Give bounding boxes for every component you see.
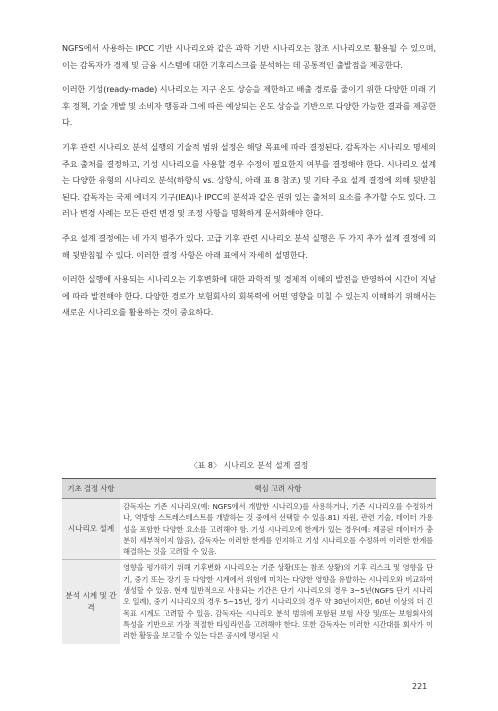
header-basic-decision: 기초 결정 사항 — [62, 479, 120, 499]
paragraph-1: NGFS에서 사용하는 IPCC 기반 시나리오와 같은 과학 기반 시나리오는 참조 시나리오로 활용될 수 있으며, 이는 감독자가 경제 및 금융 시스템에 대한 기후리스크를 분석하는 데 공통적인 출발점을 제공한다. — [62, 43, 436, 70]
table-row — [62, 499, 436, 560]
header-key-considerations: 핵심 고려 사항 — [120, 479, 436, 499]
page-number: 221 — [412, 682, 428, 691]
row-key-scenario-design: 시나리오 설계 — [62, 499, 120, 560]
row-key-time-horizon: 분석 시계 및 간격 — [62, 560, 120, 644]
table-row — [62, 560, 436, 644]
design-decisions-table — [62, 478, 436, 644]
paragraph-5: 이러한 실행에 사용되는 시나리오는 기후변화에 대한 과학적 및 경제적 이해의 발전을 반영하여 시간이 지남에 따라 발전해야 한다. 다양한 경로가 보험회사의 회복력에 어떤 영향을 미칠 수 있는지 이해하기 위해서는 새로운 시나리오를 활용하는 것이 중요하다. — [62, 274, 436, 318]
paragraph-3: 기후 관련 시나리오 분석 실행의 기술적 범위 설정은 해당 목표에 따라 결정된다. 감독자는 시나리오 명세의 주요 출처를 결정하고, 기성 시나리오를 사용할 경우 수정이 필요한지 여부를 결정해야 한다. 시나리오 설계는 다양한 유형의 시나리오 분석(하향식 vs. 상향식, 아래 표 8 참조) 및 기타 주요 설계 결정에 의해 뒷받침된다. 감독자는 국제 에너지 기구(IEA)나 IPCC의 분석과 같은 권위 있는 출처의 요소를 추가할 수도 있다. 그러나 변경 사례는 모든 관련 변경 및 조정 사항을 명확하게 문서화해야 한다. — [62, 141, 436, 219]
table-header-row — [62, 479, 436, 499]
row-value-time-horizon: 영향을 평가하기 위해 기후변화 시나리오는 기준 상황(또는 참조 상황)의 기후 리스크 및 영향을 단기, 중기 또는 장기 등 다양한 시계에서 위험에 미치는 다양한 영향을 유발하는 시나리오와 비교하여 생성할 수 있음. 현재 일반적으로 사용되는 기간은 단기 시나리오의 경우 3~5년(NGFS 단기 시나리오 일례), 중기 시나리오의 경우 5~15년, 장기 시나리오의 경우 약 30년이지만, 60년 이상의 더 긴 목표 시계도 고려할 수 있음. 감독자는 시나리오 분석 범위에 포함된 보험 사장 및/또는 보험회사의 특성을 기반으로 가장 적절한 타임라인을 고려해야 한다. 또한 감독자는 이러한 시간대를 회사가 이러한 활동을 보고할 수 있는 다른 공시에 명시된 시 — [123, 563, 433, 641]
paragraph-2: 이러한 기성(ready-made) 시나리오는 지구 온도 상승을 제한하고 배출 경로를 줄이기 위한 다양한 미래 기후 정책, 기술 개발 및 소비자 행동과 그에 따른 예상되는 온도 상승을 기반으로 다양한 가능한 결과를 제공한다. — [62, 84, 436, 128]
paragraph-4: 주요 설계 결정에는 네 가지 범주가 있다. 고급 기후 관련 시나리오 분석 실행은 두 가지 추가 설계 결정에 의해 뒷받침될 수 있다. 이러한 결정 사항은 아래 표에서 자세히 설명한다. — [62, 232, 436, 260]
row-value-scenario-design: 감독자는 기존 시나리오(예: NGFS에서 개발한 시나리오)를 사용하거나, 기존 시나리오를 수정하거나, 역방향 스트레스테스트를 개발하는 것 중에서 선택할 수 있음.81) 자원, 관련 기술, 데이터 가용성을 포함한 다양한 요소를 고려해야 함. 기성 시나리오에 한계가 있는 경우(예: 제공된 데이터가 충분히 세부적이지 않음), 감독자는 이러한 한계를 인지하고 기성 시나리오를 수정하여 이러한 한계를 해결하는 것을 고려할 수 있음. — [120, 499, 436, 560]
body-text — [62, 40, 436, 329]
table-caption: 〈표 8〉 시나리오 분석 설계 결정 — [189, 461, 309, 470]
